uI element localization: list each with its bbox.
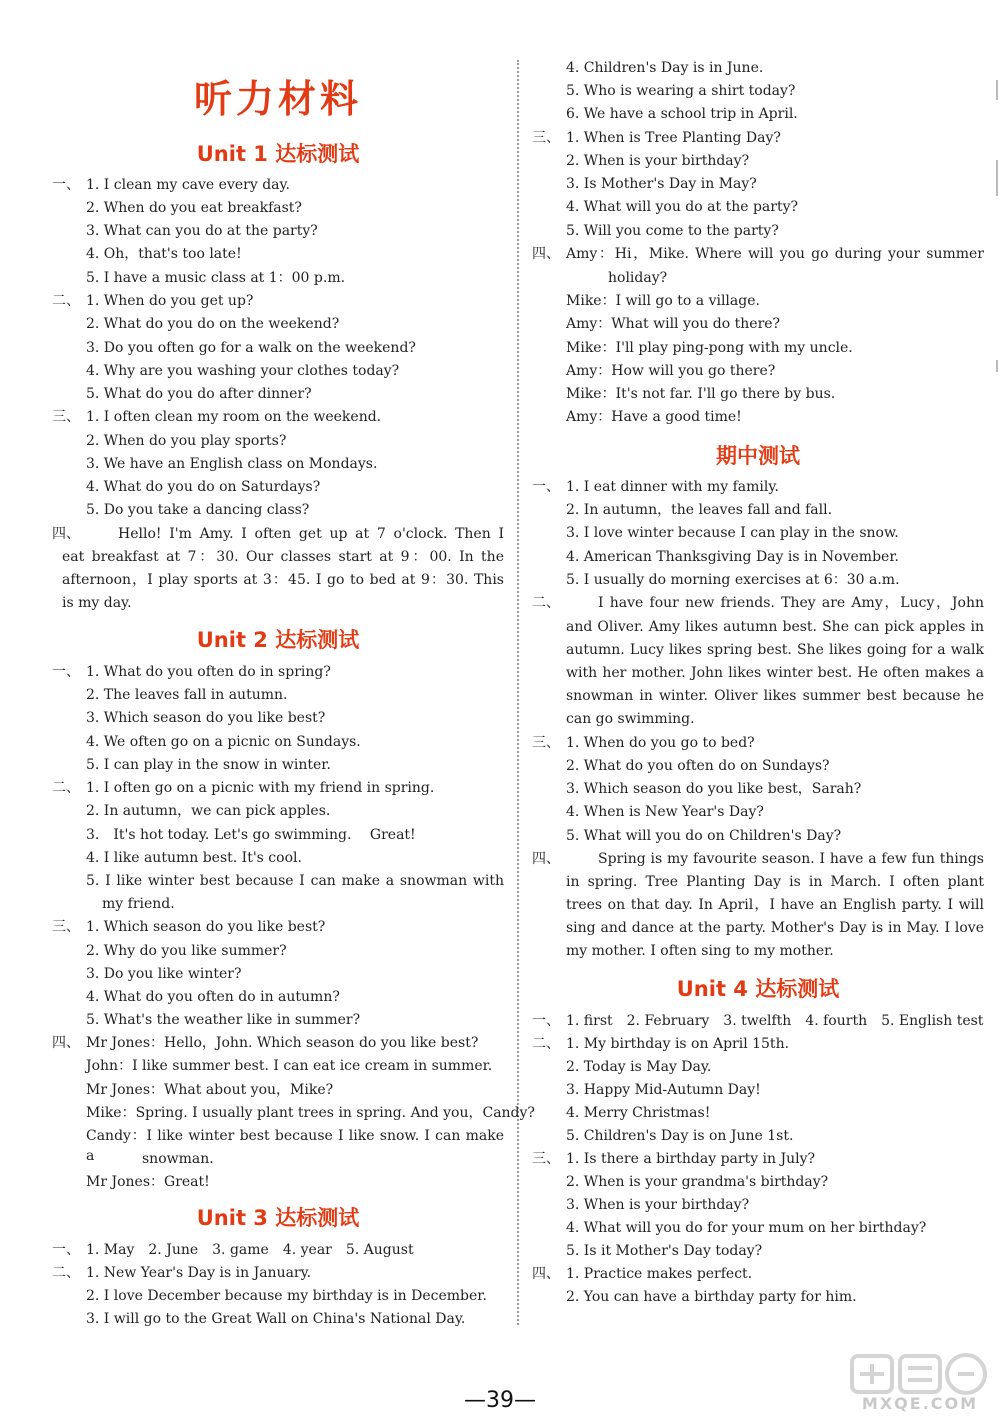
text-line: 5. Children's Day is on June 1st.: [566, 1128, 794, 1144]
text-line: 3. I will go to the Great Wall on China's National Day.: [86, 1311, 466, 1327]
text-line: 1. Practice makes perfect.: [566, 1266, 753, 1282]
question-marker: 四、: [52, 526, 80, 542]
text-line: 3. Is Mother's Day in May?: [566, 176, 757, 192]
text-line: Mike：It's not far. I'll go there by bus.: [566, 386, 836, 402]
text-line: 1. I often go on a picnic with my friend in spring.: [86, 780, 435, 796]
text-line: Mike：I will go to a village.: [566, 293, 760, 309]
text-line: 2. When do you play sports?: [86, 433, 287, 449]
text-line: 4. What do you do on Saturdays?: [86, 479, 321, 495]
text-line: holiday?: [608, 270, 668, 286]
text-line: John：I like summer best. I can eat ice cream in summer.: [86, 1058, 493, 1074]
text-line: 1. When is Tree Planting Day?: [566, 130, 781, 146]
text-line: 5. Will you come to the party?: [566, 223, 779, 239]
text-line: Amy：Hi，Mike. Where will you go during your summer: [566, 246, 984, 262]
watermark-text: MXQE.COM: [861, 1394, 979, 1413]
text-line: Mike：I'll play ping-pong with my uncle.: [566, 340, 853, 356]
question-marker: 三、: [532, 1151, 560, 1167]
text-line: 4. We often go on a picnic on Sundays.: [86, 734, 361, 750]
text-line: 1. New Year's Day is in January.: [86, 1265, 312, 1281]
text-line: autumn. Lucy likes spring best. She likes going for a walk: [566, 642, 984, 658]
text-line: 5. I like winter best because I can make a snowman with: [86, 873, 504, 889]
text-line: 1. My birthday is on April 15th.: [566, 1036, 790, 1052]
text-line: 3. Happy Mid-Autumn Day!: [566, 1082, 761, 1098]
question-marker: 三、: [52, 919, 80, 935]
question-marker: 四、: [532, 851, 560, 867]
question-marker: 三、: [52, 409, 80, 425]
text-line: Mr Jones：What about you，Mike?: [86, 1082, 334, 1098]
text-line: 2. What do you do on the weekend?: [86, 316, 340, 332]
text-line: 1. Which season do you like best?: [86, 919, 326, 935]
page-edge-mark: [996, 160, 998, 196]
question-marker: 四、: [532, 246, 560, 262]
text-line: trees on that day. In April，I have an English party. I will: [566, 897, 984, 913]
text-line: 4. Merry Christmas!: [566, 1105, 711, 1121]
text-line: 5. What do you do after dinner?: [86, 386, 312, 402]
column-divider: [517, 60, 519, 1325]
section-heading-unit3: Unit 3 达标测试: [196, 1206, 360, 1230]
text-line: 2. When is your birthday?: [566, 153, 750, 169]
question-marker: 四、: [532, 1266, 560, 1282]
text-line: 4. Children's Day is in June.: [566, 60, 764, 76]
text-line: 1. I eat dinner with my family.: [566, 479, 779, 495]
text-line: 4. What will you do at the party?: [566, 199, 798, 215]
text-line: Hello! I'm Amy. I often get up at 7 o'clock. Then I: [118, 526, 504, 542]
question-marker: 二、: [52, 780, 80, 796]
text-line: 2. When do you eat breakfast?: [86, 200, 302, 216]
text-line: with her mother. John likes winter best. He often makes a: [566, 665, 984, 681]
text-line: 1. Is there a birthday party in July?: [566, 1151, 816, 1167]
text-line: 3. When is your birthday?: [566, 1197, 750, 1213]
question-marker: 一、: [532, 479, 560, 495]
text-line: 5. I have a music class at 1：00 p.m.: [86, 270, 346, 286]
text-line: Spring is my favourite season. I have a few fun things: [598, 851, 984, 867]
text-line: I have four new friends. They are Amy，Lucy，John: [598, 595, 984, 611]
text-line: 4. What do you often do in autumn?: [86, 989, 340, 1005]
page-title: 听力材料: [193, 77, 362, 121]
text-line: in spring. Tree Planting Day is in March. I often plant: [566, 874, 984, 890]
text-line: 2. You can have a birthday party for him.: [566, 1289, 857, 1305]
question-marker: 二、: [532, 595, 560, 611]
text-line: 1. May 2. June 3. game 4. year 5. August: [86, 1242, 414, 1258]
text-line: Candy：I like winter best because I like snow. I can make a: [86, 1128, 504, 1164]
text-line: Amy：Have a good time!: [566, 409, 742, 425]
section-heading-unit1: Unit 1 达标测试: [196, 142, 360, 166]
text-line: Mr Jones：Hello，John. Which season do you like best?: [86, 1035, 479, 1051]
text-line: 5. Is it Mother's Day today?: [566, 1243, 763, 1259]
text-line: 4. What will you do for your mum on her birthday?: [566, 1220, 927, 1236]
text-line: 5. Who is wearing a shirt today?: [566, 83, 796, 99]
text-line: 4. When is New Year's Day?: [566, 804, 764, 820]
section-heading-midterm: 期中测试: [716, 444, 800, 468]
text-line: 1. I often clean my room on the weekend.: [86, 409, 382, 425]
text-line: 5. What will you do on Children's Day?: [566, 828, 842, 844]
text-line: Mike：Spring. I usually plant trees in spring. And you，Candy?: [86, 1105, 535, 1121]
text-line: 5. Do you take a dancing class?: [86, 502, 310, 518]
text-line: 3. Which season do you like best，Sarah?: [566, 781, 862, 797]
text-line: can go swimming.: [566, 711, 695, 727]
text-line: is my day.: [62, 595, 132, 611]
section-heading-unit2: Unit 2 达标测试: [196, 628, 360, 652]
question-marker: 一、: [52, 177, 80, 193]
text-line: and Oliver. Amy likes autumn best. She can pick apples in: [566, 619, 984, 635]
text-line: 2. The leaves fall in autumn.: [86, 687, 288, 703]
text-line: 2. Today is May Day.: [566, 1059, 712, 1075]
text-line: 5. I usually do morning exercises at 6：30 a.m.: [566, 572, 900, 588]
text-line: my friend.: [102, 896, 175, 912]
text-line: 3. Do you often go for a walk on the weekend?: [86, 340, 416, 356]
text-line: afternoon，I play sports at 3：45. I go to bed at 9：30. This: [62, 572, 504, 588]
text-line: Amy：What will you do there?: [566, 316, 781, 332]
text-line: 4. Why are you washing your clothes today?: [86, 363, 400, 379]
page-edge-mark: [996, 360, 998, 372]
question-marker: 一、: [532, 1013, 560, 1029]
text-line: 6. We have a school trip in April.: [566, 106, 798, 122]
text-line: 3. Which season do you like best?: [86, 710, 326, 726]
question-marker: 三、: [532, 735, 560, 751]
text-line: 2. In autumn，we can pick apples.: [86, 803, 331, 819]
text-line: 4. Oh，that's too late!: [86, 246, 242, 262]
question-marker: 二、: [532, 1036, 560, 1052]
text-line: 2. I love December because my birthday is in December.: [86, 1288, 487, 1304]
text-line: 5. I can play in the snow in winter.: [86, 757, 331, 773]
text-line: 4. American Thanksgiving Day is in November.: [566, 549, 899, 565]
text-line: sing and dance at the party. Mother's Day is in May. I love: [566, 920, 984, 936]
text-line: eat breakfast at 7：30. Our classes start at 9：00. In the: [62, 549, 504, 565]
text-line: Amy：How will you go there?: [566, 363, 776, 379]
question-marker: 三、: [532, 130, 560, 146]
text-line: my mother. I often sing to my mother.: [566, 943, 834, 959]
text-line: 3. What can you do at the party?: [86, 223, 318, 239]
text-line: snowman.: [142, 1151, 214, 1167]
text-line: 3. Do you like winter?: [86, 966, 242, 982]
text-line: 1. first 2. February 3. twelfth 4. fourth 5. English test: [566, 1013, 984, 1029]
question-marker: 一、: [52, 1242, 80, 1258]
text-line: 3. It's hot today. Let's go swimming. Great!: [86, 827, 416, 843]
page-number: —39—: [464, 1388, 536, 1413]
text-line: 4. I like autumn best. It's cool.: [86, 850, 302, 866]
question-marker: 一、: [52, 664, 80, 680]
text-line: 2. In autumn，the leaves fall and fall.: [566, 502, 833, 518]
question-marker: 二、: [52, 1265, 80, 1281]
text-line: 1. I clean my cave every day.: [86, 177, 291, 193]
text-line: 1. What do you often do in spring?: [86, 664, 331, 680]
text-line: 2. When is your grandma's birthday?: [566, 1174, 829, 1190]
text-line: 5. What's the weather like in summer?: [86, 1012, 361, 1028]
section-heading-unit4: Unit 4 达标测试: [676, 977, 840, 1001]
text-line: 1. When do you go to bed?: [566, 735, 755, 751]
text-line: snowman in winter. Oliver likes summer best because he: [566, 688, 984, 704]
text-line: 2. Why do you like summer?: [86, 943, 287, 959]
question-marker: 四、: [52, 1035, 80, 1051]
text-line: Mr Jones：Great!: [86, 1174, 210, 1190]
text-line: 3. We have an English class on Mondays.: [86, 456, 378, 472]
text-line: 2. What do you often do on Sundays?: [566, 758, 830, 774]
page-edge-mark: [996, 80, 998, 100]
text-line: 3. I love winter because I can play in the snow.: [566, 525, 899, 541]
text-line: 1. When do you get up?: [86, 293, 254, 309]
question-marker: 二、: [52, 293, 80, 309]
